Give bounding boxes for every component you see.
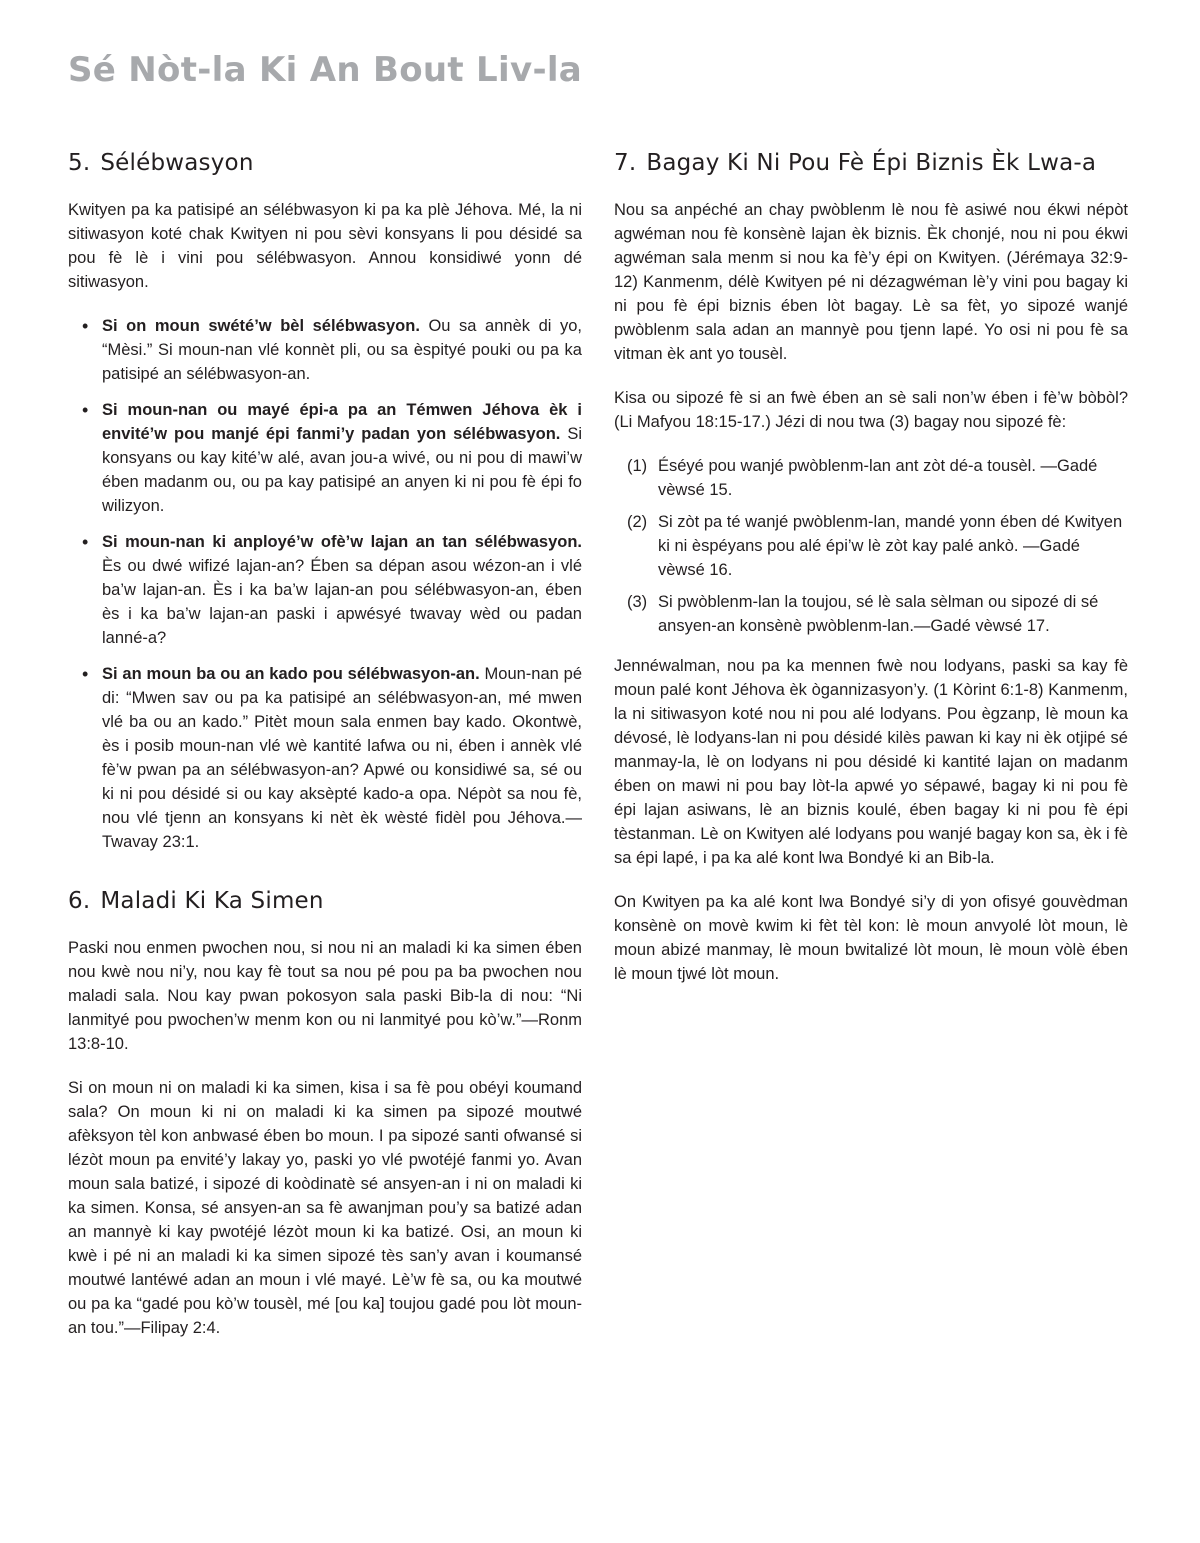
bullet-item — [68, 662, 582, 854]
numbered-item — [614, 510, 1128, 582]
paragraph: Nou sa anpéché an chay pwòblenm lè nou fè asiwé nou ékwi népòt agwéman nou fè konsènè lajan èk biznis. Èk chonjé, nou ni pou ékwi agwéman sala menm si nou ka fè’y épi on Kwityen. (Jérémaya 32:9-12) Kanmenm, délè Kwityen pé ni dézagwéman lè’y vini pou bagay ki ni pou fè épi biznis ében lòt bagay. Lè sa fèt, yo sipozé wanjé pwòblenm sala adan an mannyè pou tjenn lapé. Yo osi ni pou fè sa vitman èk ant yo tousèl. — [614, 201, 1128, 363]
bullet-text: Ou sa annèk di yo, “Mèsi.” Si moun-nan vlé konnèt pli, ou sa èspityé pouki ou pa ka patisipé an sélébwasyon-an. — [102, 317, 582, 383]
section-title: Maladi Ki Ka Simen — [100, 888, 324, 914]
bullet-item — [68, 314, 582, 386]
section-heading — [614, 150, 1128, 176]
section-5 — [68, 150, 582, 854]
section-number: 5. — [68, 150, 91, 176]
section-number: 6. — [68, 888, 91, 914]
section-6 — [68, 888, 582, 1340]
section-heading — [68, 888, 582, 914]
numbered-list — [614, 454, 1128, 638]
page-header: Sé Nòt-la Ki An Bout Liv-la — [68, 50, 583, 90]
item-text: Éséyé pou wanjé pwòblenm-lan ant zòt dé-a tousèl. —Gadé vèwsé 15. — [658, 457, 1098, 499]
bullet-lead: Si on moun swété’w bèl sélébwasyon. — [102, 317, 420, 335]
bullet-lead: Si an moun ba ou an kado pou sélébwasyon-an. — [102, 665, 480, 683]
numbered-item — [614, 590, 1128, 638]
paragraph: Jennéwalman, nou pa ka mennen fwè nou lodyans, paski sa kay fè moun palé kont Jéhova èk ògannizasyon’y. (1 Kòrint 6:1-8) Kanmenm, la ni sitiwasyon koté nou ni pou alé lodyans. Pou ègzanp, lè moun ka dévosé, lè lodyans-lan ni pou désidé kilès pawan ki kay ni èk otjipé sé manmay-la, lè on lodyans ni pou désidé ki kantité lajan on madanm ében on mawi ni pou bay lòt-la apwé yo sépawé, bagay ki ni pou fè épi lajan asiwans, lè an biznis koulé, ében bagay ki ni pou fè épi tèstanman. Lè on Kwityen alé lodyans pou wanjé bagay kon sa, èk i fè sa épi lapé, i pa ka alé kont lwa Bondyé ki an Bib-la. — [614, 657, 1128, 867]
section-title: Sélébwasyon — [100, 150, 254, 176]
section-heading — [68, 150, 582, 176]
item-marker: (3) — [627, 593, 648, 611]
item-text: Si zòt pa té wanjé pwòblenm-lan, mandé yonn ében dé Kwityen ki ni èspéyans pou alé épi’w lè zòt kay palé ankò. —Gadé vèwsé 16. — [658, 513, 1123, 579]
paragraph: On Kwityen pa ka alé kont lwa Bondyé si’y di yon ofisyé gouvèdman konsènè on movè kwim ki fèt tèl kon: lè moun anvyolé lòt moun, lè moun abizé manmay, lè moun bwitalizé lòt moun, lè moun vòlè ében lè moun tjwé lòt moun. — [614, 893, 1128, 983]
paragraph: Kwityen pa ka patisipé an sélébwasyon ki pa ka plè Jéhova. Mé, la ni sitiwasyon koté chak Kwityen ni pou sèvi konsyans li pou désidé sa pou fè lè i vini pou sélébwasyon. Annou konsidiwé yonn dé sitiwasyon. — [68, 201, 582, 291]
paragraph: Paski nou enmen pwochen nou, si nou ni an maladi ki ka simen ében nou kwè nou ni’y, nou kay fè tout sa nou pé pou pa ba pwochen nou maladi sala. Nou kay pwan pokosyon sala paski Bib-la di nou: “Ni lanmityé pou pwochen’w menm kon ou ni lanmityé pou kò’w.”—Ronm 13:8-10. — [68, 939, 582, 1053]
paragraph: Kisa ou sipozé fè si an fwè ében an sè sali non’w ében i fè’w bòbòl? (Li Mafyou 18:15-17.) Jézi di nou twa (3) bagay nou sipozé fè: — [614, 389, 1128, 431]
bullet-lead: Si moun-nan ou mayé épi-a pa an Témwen Jéhova èk i envité’w pou manjé épi fanmi’y padan yon sélébwasyon. — [102, 401, 582, 443]
left-column — [68, 150, 582, 1360]
item-marker: (2) — [627, 513, 648, 531]
section-7 — [614, 150, 1128, 986]
bullet-text: Moun-nan pé di: “Mwen sav ou pa ka patisipé an sélébwasyon-an, mé mwen vlé ba ou an kado.” Pitèt moun sala enmen bay kado. Okontwè, ès i posib moun-nan vlé wè kantité lafwa ou ni, ében i annèk vlé fè’w pwan pa an sélébwasyon-an? Apwé ou konsidiwé sa, sé ou ki ni pou désidé si ou kay aksèpté kado-a opa. Népòt sa nou fè, nou vlé tjenn an konsyans ki nèt èk wèsté fidèl pou Jéhova.—Twavay 23:1. — [102, 665, 582, 851]
bullet-text: Si konsyans ou kay kité’w alé, avan jou-a wivé, ou ni pou di mawi’w ében madanm ou, ou pa kay patisipé an anyen ki ni pou fè épi fo wilizyon. — [102, 425, 582, 515]
bullet-lead: Si moun-nan ki anployé’w ofè’w lajan an tan sélébwasyon. — [102, 533, 582, 551]
bullet-text: Ès ou dwé wifizé lajan-an? Ében sa dépan asou wézon-an i vlé ba’w lajan-an. Ès i ka ba’w lajan-an pou sélébwasyon-an, ében ès i ka ba’w lajan-an paski i apwésyé twavay wèd ou padan lanné-a? — [102, 557, 582, 647]
right-column — [614, 150, 1128, 1006]
bullet-list — [68, 314, 582, 854]
section-title: Bagay Ki Ni Pou Fè Épi Biznis Èk Lwa-a — [646, 150, 1097, 176]
item-marker: (1) — [627, 457, 648, 475]
bullet-item — [68, 398, 582, 518]
numbered-item — [614, 454, 1128, 502]
bullet-item — [68, 530, 582, 650]
section-number: 7. — [614, 150, 637, 176]
paragraph: Si on moun ni on maladi ki ka simen, kisa i sa fè pou obéyi koumand sala? On moun ki ni on maladi ki ka simen pa sipozé moutwé afèksyon tèl kon anbwasé ében bo moun. I pa sipozé santi ofwansé si lézòt moun pa envité’y lakay yo, paski yo vlé pwotéjé fanmi yo. Avan moun sala batizé, i sipozé di koòdinatè sé ansyen-an i ni on maladi ki ka simen. Konsa, sé ansyen-an sa fè awanjman pou’y sa batizé adan an mannyè ki kay pwotéjé lézòt moun ki ka batizé. Osi, an moun ki kwè i pé ni an maladi ki ka simen sipozé tès san’y avan i koumansé moutwé lantéwé adan an moun i vlé mayé. Lè’w fè sa, ou ka moutwé ou pa ka “gadé pou kò’w tousèl, mé [ou ka] toujou gadé pou lòt moun-an tou.”—Filipay 2:4. — [68, 1079, 582, 1337]
item-text: Si pwòblenm-lan la toujou, sé lè sala sèlman ou sipozé di sé ansyen-an konsènè pwòblenm-lan.—Gadé vèwsé 17. — [658, 593, 1099, 635]
